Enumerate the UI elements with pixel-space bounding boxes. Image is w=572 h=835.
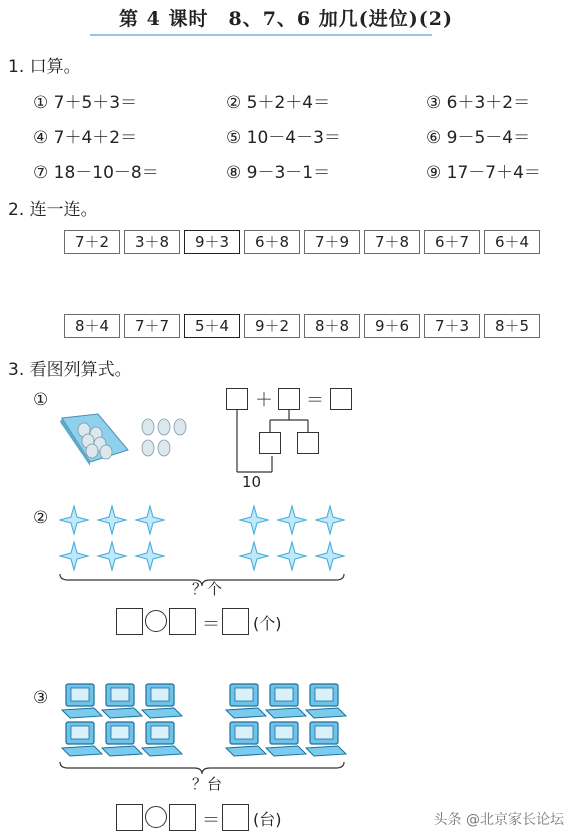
- p3-unit-label: (台): [253, 810, 282, 829]
- p1-answer-box-2[interactable]: [278, 388, 300, 410]
- p1-ten-label: 10: [242, 473, 262, 491]
- q1-item-7: ⑦ 18－10－8＝: [33, 163, 159, 183]
- q1-item-5: ⑤ 10－4－3＝: [226, 128, 341, 148]
- watermark-text: 头条 @北京家长论坛: [433, 812, 564, 828]
- card-top-7[interactable]: 6＋7: [424, 230, 480, 254]
- q2-top-row: [64, 230, 544, 254]
- p3-equals-sign: ＝: [202, 810, 220, 831]
- title-underline: [90, 34, 432, 36]
- q1-item-9: ⑨ 17－7＋4＝: [426, 163, 541, 183]
- p1-number: ①: [33, 390, 49, 410]
- card-top-3[interactable]: 9＋3: [184, 230, 240, 254]
- card-top-6[interactable]: 7＋8: [364, 230, 420, 254]
- q1-item-1: ① 7＋5＋3＝: [33, 93, 138, 113]
- q1-item-3: ③ 6＋3＋2＝: [426, 93, 531, 113]
- card-top-4[interactable]: 6＋8: [244, 230, 300, 254]
- p3-answer-box-3[interactable]: [222, 804, 249, 831]
- p3-question-label: ？台: [192, 775, 223, 793]
- p2-number: ②: [33, 508, 49, 528]
- q2-bottom-row: [64, 314, 544, 338]
- p1-plus-sign: ＋: [255, 390, 273, 411]
- q1-item-6: ⑥ 9－5－4＝: [426, 128, 531, 148]
- p3-number: ③: [33, 688, 49, 708]
- card-bottom-1[interactable]: 8＋4: [64, 314, 120, 338]
- card-top-2[interactable]: 3＋8: [124, 230, 180, 254]
- p1-equals-sign: ＝: [306, 390, 324, 411]
- loose-eggs-image: [140, 416, 190, 460]
- egg-tray-image: [58, 410, 130, 466]
- q1-item-2: ② 5＋2＋4＝: [226, 93, 331, 113]
- p2-answer-box-3[interactable]: [222, 608, 249, 635]
- p2-unit-label: (个): [253, 614, 282, 633]
- p1-split-box-2[interactable]: [297, 432, 319, 454]
- p1-answer-box-1[interactable]: [226, 388, 248, 410]
- q1-item-8: ⑧ 9－3－1＝: [226, 163, 331, 183]
- q3-heading: 3. 看图列算式。: [8, 360, 132, 380]
- p2-equals-sign: ＝: [202, 614, 220, 635]
- card-bottom-6[interactable]: 9＋6: [364, 314, 420, 338]
- p3-operator-circle[interactable]: [145, 806, 167, 828]
- q1-item-4: ④ 7＋4＋2＝: [33, 128, 138, 148]
- card-bottom-3[interactable]: 5＋4: [184, 314, 240, 338]
- card-bottom-5[interactable]: 8＋8: [304, 314, 360, 338]
- p2-operator-circle[interactable]: [145, 610, 167, 632]
- p2-answer-box-1[interactable]: [116, 608, 143, 635]
- p1-split-box-1[interactable]: [259, 432, 281, 454]
- card-bottom-4[interactable]: 9＋2: [244, 314, 300, 338]
- card-top-8[interactable]: 6＋4: [484, 230, 540, 254]
- card-top-1[interactable]: 7＋2: [64, 230, 120, 254]
- q1-heading: 1. 口算。: [8, 57, 81, 77]
- page-title: 第 4 课时 8、7、6 加几(进位)(2): [119, 8, 453, 30]
- card-bottom-2[interactable]: 7＋7: [124, 314, 180, 338]
- card-top-5[interactable]: 7＋9: [304, 230, 360, 254]
- p2-question-label: ？个: [192, 580, 223, 598]
- card-bottom-7[interactable]: 7＋3: [424, 314, 480, 338]
- p3-answer-box-2[interactable]: [169, 804, 196, 831]
- q2-heading: 2. 连一连。: [8, 200, 98, 220]
- p3-answer-box-1[interactable]: [116, 804, 143, 831]
- p1-answer-box-3[interactable]: [330, 388, 352, 410]
- card-bottom-8[interactable]: 8＋5: [484, 314, 540, 338]
- p2-answer-box-2[interactable]: [169, 608, 196, 635]
- p3-computers-image: [58, 680, 348, 776]
